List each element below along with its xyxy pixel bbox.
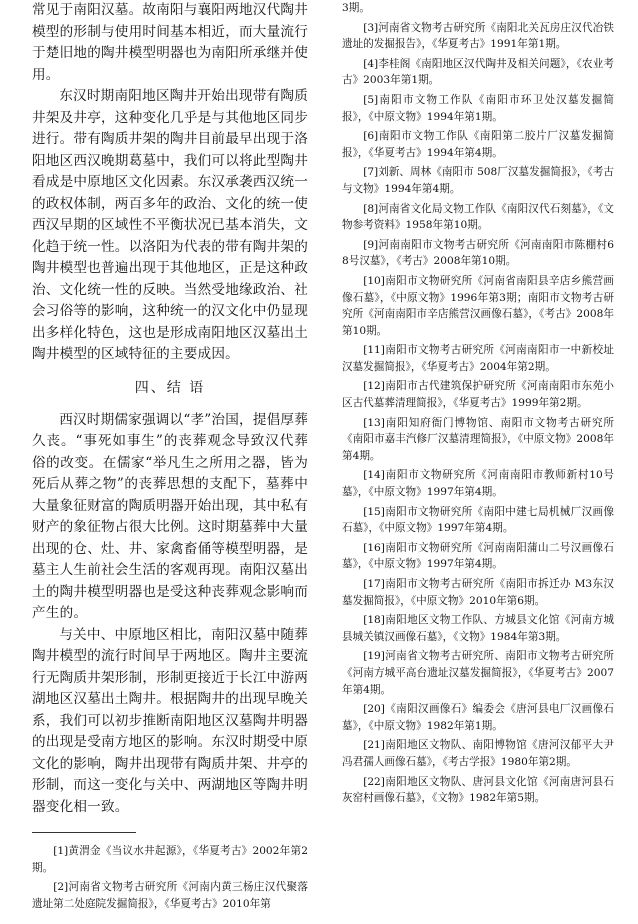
footnote: [8]河南省文化局文物工作队《南阳汉代石刻墓》，《文物参考资料》1958年第10期。 [342,202,614,232]
body-paragraph: 西汉时期儒家强调以“孝”治国，提倡厚葬久丧。“事死如事生”的丧葬观念导致汉代葬俗的改变。在儒家“举凡生之所用之器，皆为死后从葬之物”的丧葬思想的支配下，墓葬中大量象征财富的陶质明器开始出现，其中私有财产的象征物占很大比例。这时期墓葬中大量出现的仓、灶、井、家禽畜俑等模型明器，是墓主人生前社会生活的客观再现。南阳汉墓出土的陶井模型明器也是受这种丧葬观念影响而产生的。 [32,411,308,621]
footnote: [14]南阳市文物研究所《河南南阳市教师新村10号墓》，《中原文物》1997年第4期。 [342,469,614,499]
footnote: [21]南阳地区文物队、南阳博物馆《唐河汉郁平大尹冯君孺人画像石墓》，《考古学报》1980年第2期。 [342,739,614,768]
footnote: [18]南阳地区文物工作队、方城县文化馆《河南方城县城关镇汉画像石墓》，《文物》1984年第3期。 [342,614,614,643]
footnote: [22]南阳地区文物队、唐河县文化馆《河南唐河县石灰窑村画像石墓》，《文物》1982年第5期。 [342,775,614,805]
body-paragraph: 与关中、中原地区相比，南阳汉墓中随葬陶井模型的流行时间早于两地区。陶井主要流行无陶质井架形制，形制更接近于长江中游两湖地区汉墓出土陶井。根据陶井的出现早晚关系，我们可以初步推断南阳地区汉墓陶井明器的出现是受南方地区的影响。东汉时期受中原文化的影响，陶井出现带有陶质井架、井亭的形制，而这一变化与关中、两湖地区等陶井明器变化相一致。 [32,626,308,815]
footnote: [5]南阳市文物工作队《南阳市环卫处汉墓发掘简报》，《中原文物》1994年第1期。 [342,93,614,123]
footnote: [17]南阳市文物考古研究所《南阳市拆迁办 M3东汉墓发掘简报》，《中原文物》2010年第6期。 [342,578,614,607]
footnote: [13]南阳知府衙门博物馆、南阳市文物考古研究所《南阳市嘉丰汽修厂汉墓清理简报》，《中原文物》2008年第4期。 [342,416,614,462]
left-column [32,0,308,915]
footnote: [10]南阳市文物研究所《河南省南阳县辛店乡熊营画像石墓》，《中原文物》1996年第3期；南阳市文物考古研究所《河南南阳市辛店熊营汉画像石墓》，《考古》2008年第10期。 [342,274,614,337]
body-paragraph-continued: 常见于南阳汉墓。故南阳与襄阳两地汉代陶井模型的形制与使用时间基本相近，而大量流行于楚旧地的陶井模型明器也为南阳所承继并使用。 [32,2,308,83]
footnote-continued: 3期。 [342,2,370,14]
right-column [342,0,614,810]
section-heading: 四、结 语 [134,379,206,396]
footnote: [19]河南省文物考古研究所、南阳市文物考古研究所《河南方城平高台遗址汉墓发掘简报》，《华夏考古》2007年第4期。 [342,650,614,696]
footnote: [20]《南阳汉画像石》编委会《唐河县电厂汉画像石墓》，《中原文物》1982年第1期。 [342,703,614,732]
footnote: [6]南阳市文物工作队《南阳第二胶片厂汉墓发掘简报》，《华夏考古》1994年第4期。 [342,130,614,159]
footnote: [7]刘新、周林《南阳市 508厂汉墓发掘简报》，《考古与文物》1994年第4期。 [342,166,614,195]
body-paragraph: 东汉时期南阳地区陶井开始出现带有陶质井架及井亭，这种变化几乎是与其他地区同步进行。带有陶质井架的陶井目前最早出现于洛阳地区西汉晚期葛墓中，我们可以将此型陶井看成是中原地区文化因素。东汉承袭西汉统一的政权体制，两百多年的政治、文化的统一使西汉早期的区域性不平衡状况已基本消失，文化趋于统一性。以洛阳为代表的带有陶井架的陶井模型也普遍出现于其他地区，正是这种政治、文化统一性的反映。当然受地缘政治、社会习俗等的影响，这种统一的汉文化中仍显现出多样化特色，这也是形成南阳地区汉墓出土陶井模型的区域特征的主要成因。 [32,88,308,362]
footnote: [3]河南省文物考古研究所《南阳北关瓦房庄汉代冶铁遗址的发掘报告》，《华夏考古》1991年第1期。 [342,21,614,51]
footnote: [2]河南省文物考古研究所《河南内黄三杨庄汉代聚落遗址第二处庭院发掘简报》，《华夏考古》2010年第 [32,881,308,910]
footnote: [1]黄渭金《当议水井起源》，《华夏考古》2002年第2期。 [32,845,308,874]
footnote: [11]南阳市文物考古研究所《河南南阳市一中新校址汉墓发掘简报》，《华夏考古》2004年第2期。 [342,344,614,373]
footnote: [9]河南南阳市文物考古研究所《河南南阳市陈棚村68号汉墓》，《考古》2008年第10期。 [342,238,614,268]
footnote: [15]南阳市文物研究所《南阳中建七局机械厂汉画像石墓》，《中原文物》1997年第4期。 [342,505,614,535]
footnote-divider [32,832,136,833]
footnote: [12]南阳市古代建筑保护研究所《河南南阳市东苑小区古代墓葬清理简报》，《华夏考古》1999年第2期。 [342,380,614,410]
footnote: [4]李桂阁《南阳地区汉代陶井及相关问题》，《农业考古》2003年第1期。 [342,57,614,87]
footnote: [16]南阳市文物研究所《河南南阳蒲山二号汉画像石墓》，《中原文物》1997年第4期。 [342,541,614,571]
